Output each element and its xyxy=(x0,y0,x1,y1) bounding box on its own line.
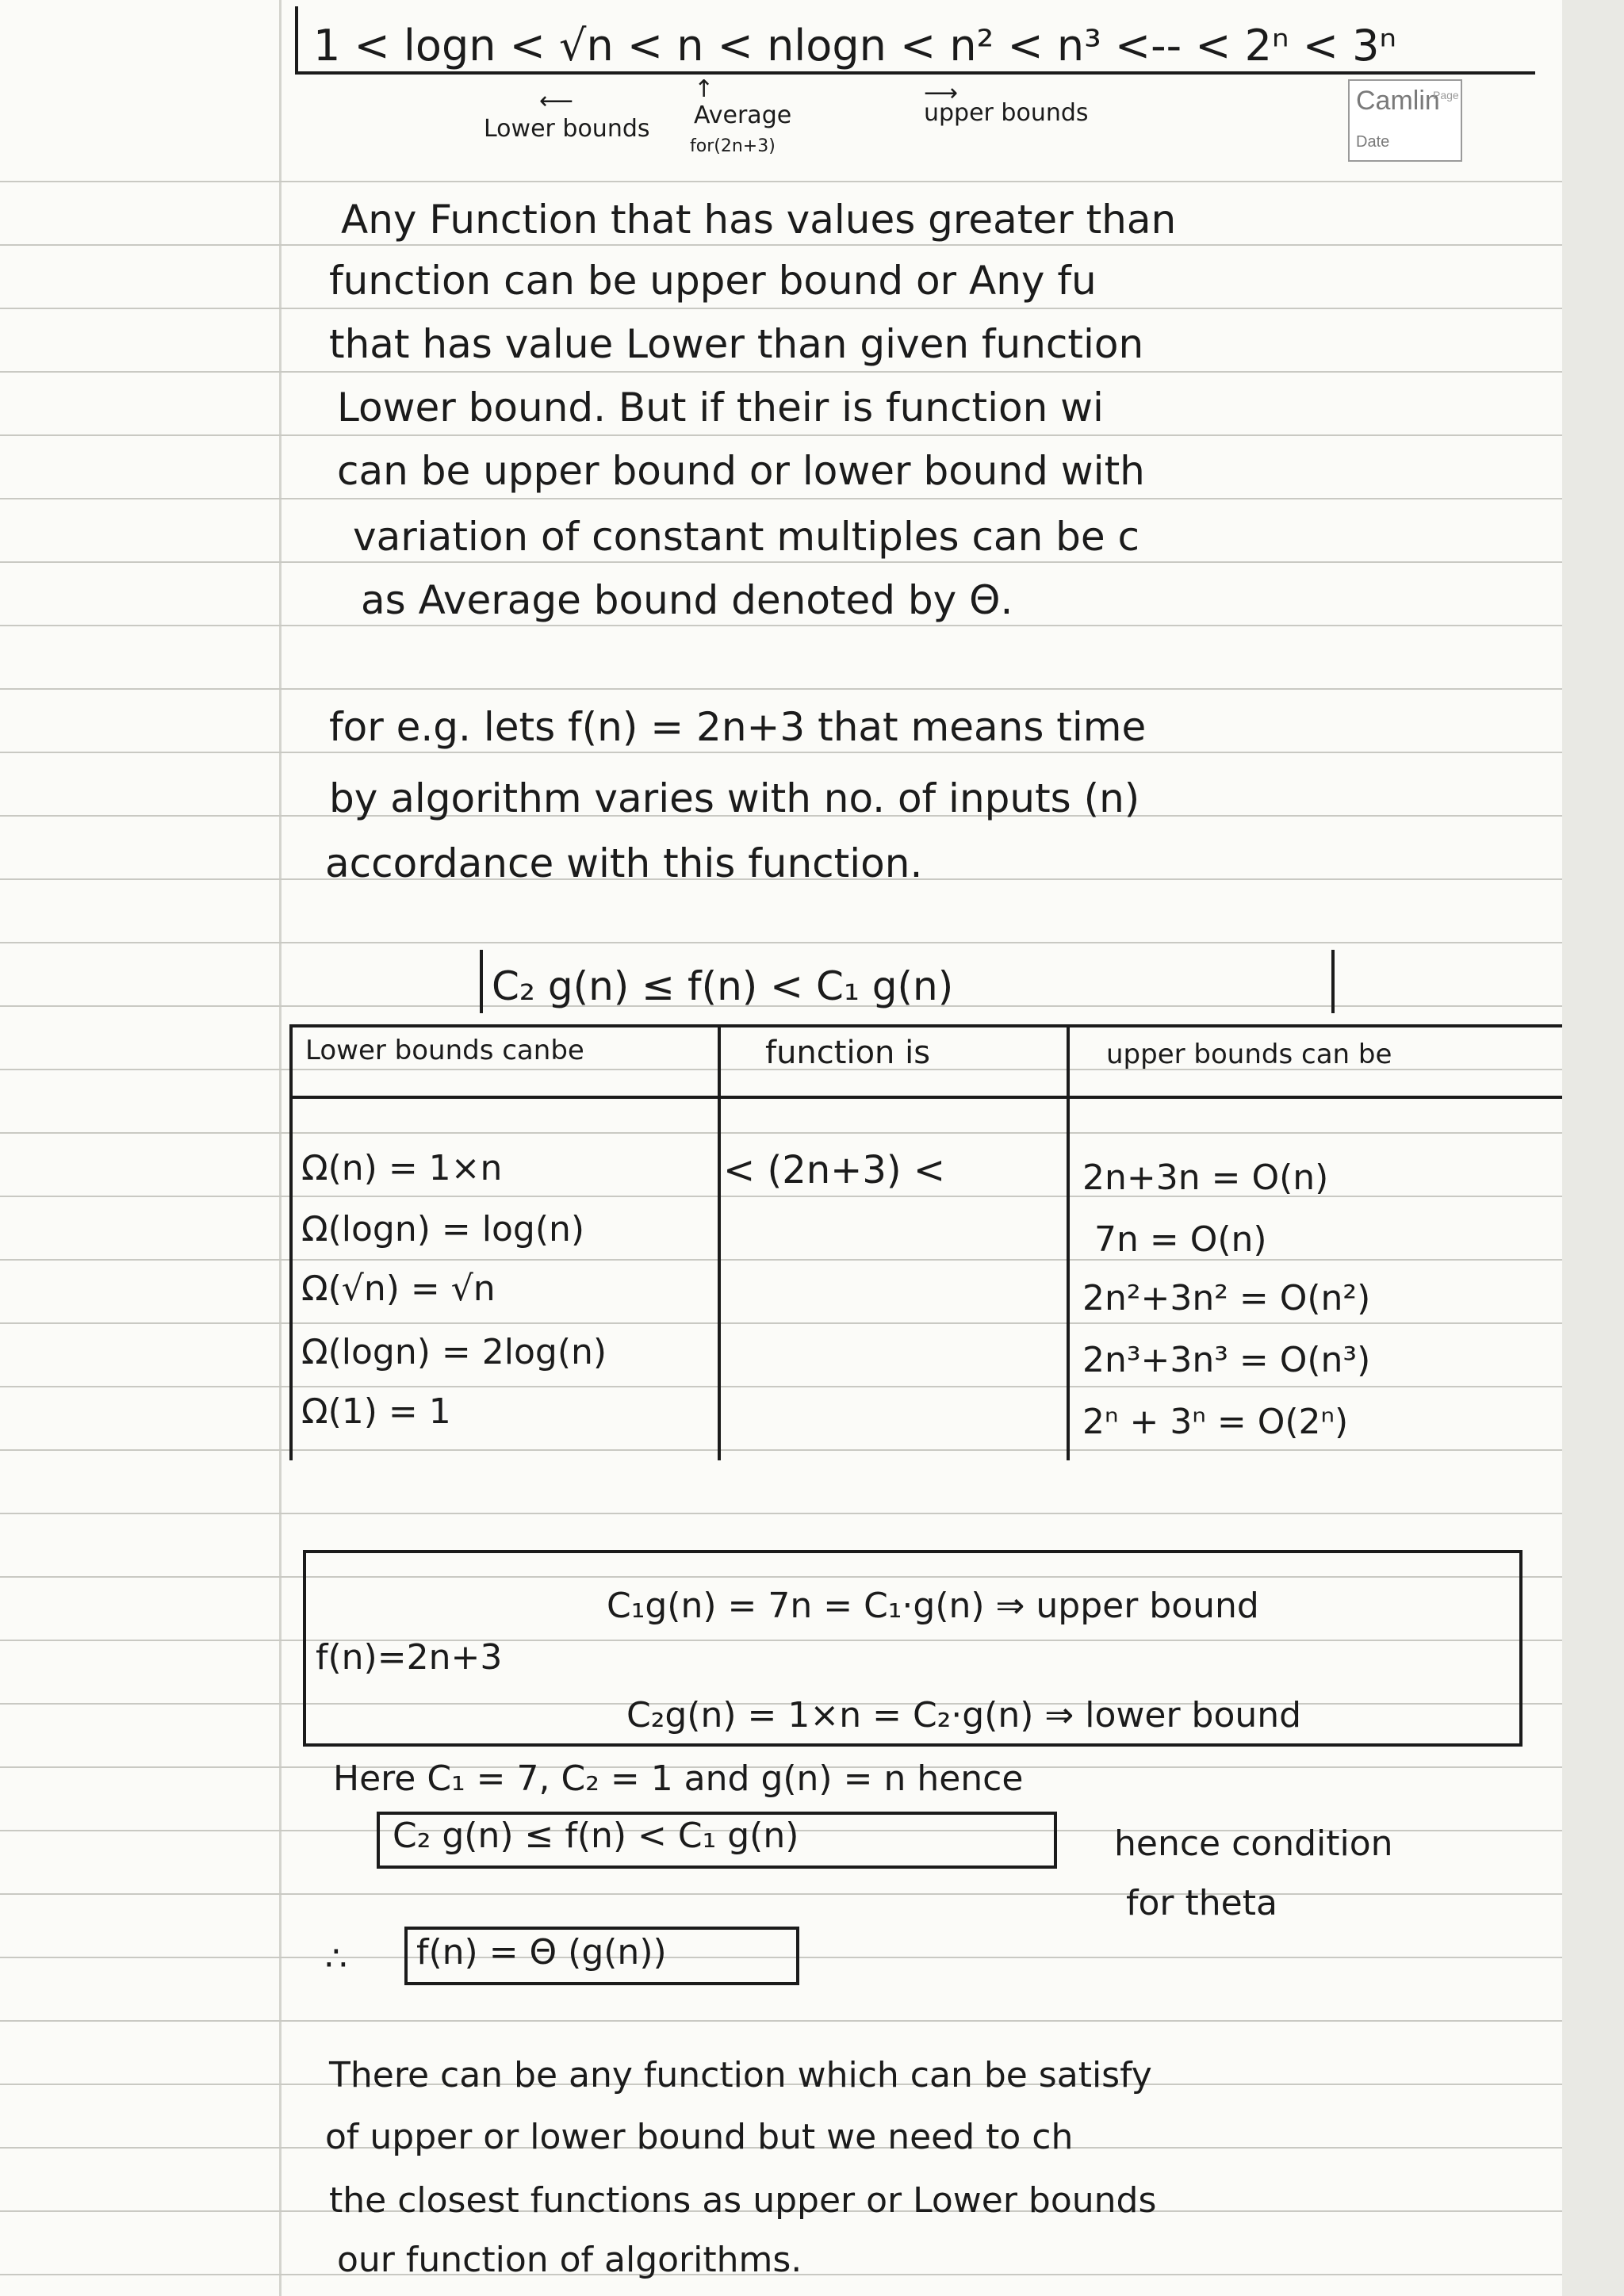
para2-line: accordance with this function. xyxy=(325,840,923,886)
condition-text-2: for theta xyxy=(1126,1883,1277,1923)
para1-line: variation of constant multiples can be c xyxy=(353,514,1140,560)
para2-line: for e.g. lets f(n) = 2n+3 that means time xyxy=(329,704,1147,750)
header-lower: Lower bounds canbe xyxy=(305,1035,584,1066)
para1-line: that has value Lower than given function xyxy=(329,321,1144,367)
para1-line: function can be upper bound or Any fu xyxy=(329,258,1097,304)
left-arrow: ⟵ xyxy=(539,87,574,115)
table-divider-1 xyxy=(718,1024,721,1460)
ruled-line xyxy=(0,244,1562,246)
ruled-line xyxy=(0,1386,1562,1387)
ruled-line xyxy=(0,434,1562,436)
page-edge xyxy=(1562,0,1624,2296)
lower-row: Ω(√n) = √n xyxy=(301,1269,496,1309)
ruled-line xyxy=(0,1513,1562,1514)
lower-row: Ω(logn) = 2log(n) xyxy=(301,1332,607,1372)
para3-line: our function of algorithms. xyxy=(337,2240,802,2280)
upper-row: 7n = O(n) xyxy=(1094,1219,1267,1260)
ruled-line xyxy=(0,1132,1562,1134)
ruled-line xyxy=(0,561,1562,563)
camlin-logo: Camlin xyxy=(1356,86,1440,116)
upper-row: 2ⁿ + 3ⁿ = O(2ⁿ) xyxy=(1082,1402,1349,1442)
fn-definition: f(n)=2n+3 xyxy=(316,1637,503,1678)
ruled-line xyxy=(0,2020,1562,2022)
para2-line: by algorithm varies with no. of inputs (n) xyxy=(329,775,1140,821)
ruled-line xyxy=(0,498,1562,499)
lower-row: Ω(1) = 1 xyxy=(301,1391,451,1432)
header-function: function is xyxy=(765,1035,931,1071)
ruled-line xyxy=(0,625,1562,626)
para1-line: Any Function that has values greater than xyxy=(341,197,1177,243)
para1-line: as Average bound denoted by Θ. xyxy=(361,577,1013,623)
right-arrow: ⟶ xyxy=(924,79,959,107)
camlin-stamp xyxy=(1348,79,1462,162)
table-top-rule xyxy=(289,1024,1562,1027)
upper-bounds-label: upper bounds xyxy=(924,99,1089,127)
ruled-line xyxy=(0,1259,1562,1261)
para3-line: There can be any function which can be satisfy xyxy=(329,2055,1152,2095)
theta-result: f(n) = Θ (g(n)) xyxy=(416,1932,667,1973)
average-note: for(2n+3) xyxy=(690,136,776,156)
complexity-order: 1 < logn < √n < n < nlogn < n² < n³ <-- < 2ⁿ < 3ⁿ xyxy=(313,21,1397,71)
lower-row: Ω(n) = 1×n xyxy=(301,1148,503,1188)
up-arrow: ↑ xyxy=(694,75,714,103)
upper-row: 2n²+3n² = O(n²) xyxy=(1082,1278,1371,1318)
ruled-line xyxy=(0,1449,1562,1451)
para3-line: of upper or lower bound but we need to ch xyxy=(325,2117,1074,2157)
therefore-symbol: ∴ xyxy=(325,1938,347,1979)
date-label: Date xyxy=(1356,133,1390,151)
para1-line: can be upper bound or lower bound with xyxy=(337,448,1145,494)
lower-bound-line: C₂g(n) = 1×n = C₂·g(n) ⇒ lower bound xyxy=(626,1695,1302,1735)
lower-row: Ω(logn) = log(n) xyxy=(301,1209,585,1249)
function-value: < (2n+3) < xyxy=(723,1148,946,1192)
para3-line: the closest functions as upper or Lower bounds xyxy=(329,2180,1157,2221)
ruled-line xyxy=(0,371,1562,373)
table-header-rule xyxy=(289,1096,1562,1099)
ruled-line xyxy=(0,181,1562,182)
ruled-line xyxy=(0,688,1562,690)
margin-line xyxy=(279,0,282,2296)
header-upper: upper bounds can be xyxy=(1106,1039,1392,1070)
ruled-line xyxy=(0,1322,1562,1324)
lower-bounds-label: Lower bounds xyxy=(484,115,650,143)
page-label: Page xyxy=(1433,89,1459,101)
average-label: Average xyxy=(694,101,792,129)
upper-row: 2n³+3n³ = O(n³) xyxy=(1082,1340,1371,1380)
table-divider-2 xyxy=(1067,1024,1070,1460)
inequality: C₂ g(n) ≤ f(n) < C₁ g(n) xyxy=(492,963,954,1009)
ruled-line xyxy=(0,752,1562,753)
condition-boxed: C₂ g(n) ≤ f(n) < C₁ g(n) xyxy=(393,1816,799,1856)
condition-text: hence condition xyxy=(1114,1823,1393,1864)
table-left-border xyxy=(289,1024,293,1460)
para1-line: Lower bound. But if their is function wi xyxy=(337,385,1104,430)
upper-bound-line: C₁g(n) = 7n = C₁·g(n) ⇒ upper bound xyxy=(607,1586,1259,1626)
upper-row: 2n+3n = O(n) xyxy=(1082,1158,1329,1198)
ruled-line xyxy=(0,942,1562,943)
ruled-line xyxy=(0,1893,1562,1895)
here-line: Here C₁ = 7, C₂ = 1 and g(n) = n hence xyxy=(333,1758,1024,1799)
ruled-line xyxy=(0,308,1562,309)
